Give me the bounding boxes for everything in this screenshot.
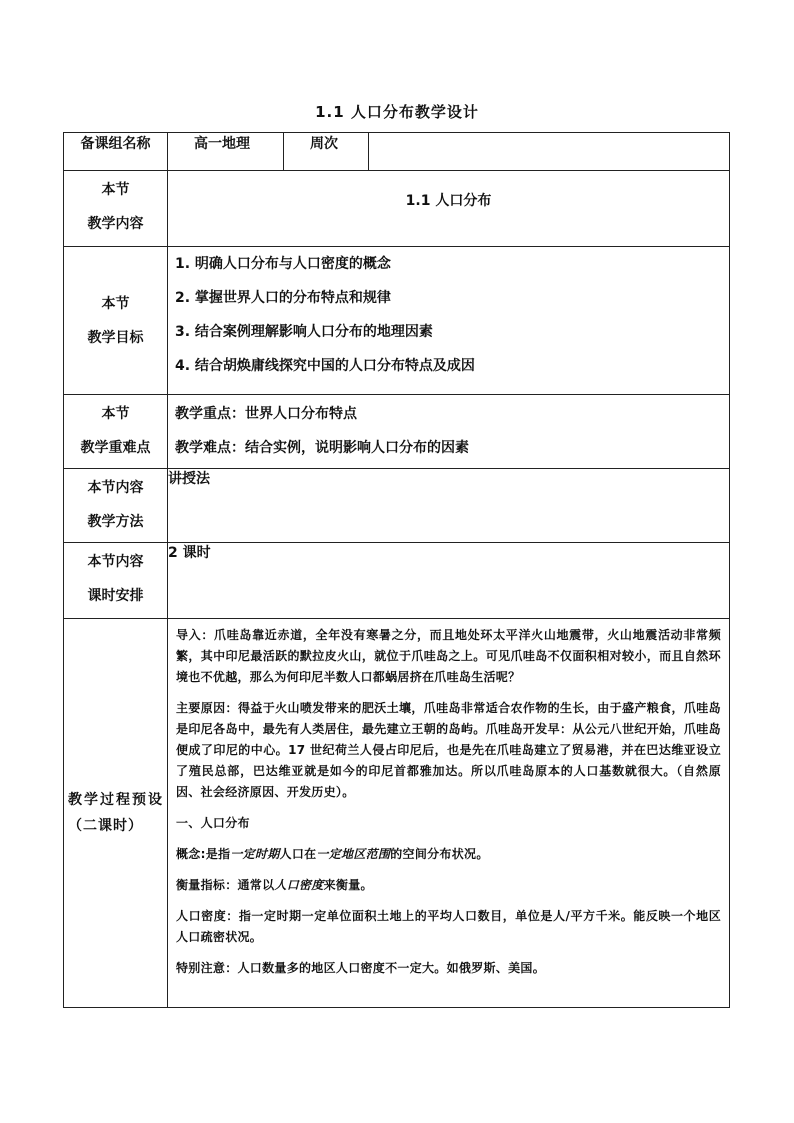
goal-item: 4. 结合胡焕庸线探究中国的人口分布特点及成因 xyxy=(175,358,475,374)
concept-mid: 人口在 xyxy=(279,847,317,861)
week-value xyxy=(369,133,730,171)
content-row xyxy=(64,171,730,247)
schedule-value: 2 课时 xyxy=(168,543,730,619)
keypoints-label-line2: 教学重难点 xyxy=(80,440,151,456)
keypoints-row xyxy=(64,395,730,469)
measure-prefix: 衡量指标：通常以 xyxy=(176,878,275,892)
week-label: 周次 xyxy=(284,133,369,171)
document-title: 1.1 人口分布教学设计 xyxy=(315,103,479,121)
concept-suffix: 的空间分布状况。 xyxy=(390,847,489,861)
process-reason: 主要原因：得益于火山喷发带来的肥沃土壤，爪哇岛非常适合农作物的生长，由于盛产粮食，爪哇岛是印尼各岛中，最先有人类居住，最先建立王朝的岛屿。爪哇岛开发早：从公元八世纪开始，爪哇岛便成了印尼的中心。17 世纪荷兰人侵占印尼后，也是先在爪哇岛建立了贸易港，并在巴达维亚设立了殖民总部，巴达维亚就是如今的印尼首都雅加达。所以爪哇岛原本的人口基数就很大。（自然原因、社会经济原因、开发历史）。 xyxy=(176,701,721,799)
schedule-label-line2: 课时安排 xyxy=(87,588,144,604)
process-row xyxy=(64,619,730,1008)
content-label xyxy=(64,171,168,247)
measure-paragraph xyxy=(176,875,721,896)
content-value: 1.1 人口分布 xyxy=(168,171,730,247)
content-label-line2: 教学内容 xyxy=(87,216,144,232)
schedule-label xyxy=(64,543,168,619)
concept-emphasis-area: 一定地区范围 xyxy=(316,847,391,861)
note-paragraph: 特别注意：人口数量多的地区人口密度不一定大。如俄罗斯、美国。 xyxy=(176,961,546,975)
goal-item: 2. 掌握世界人口的分布特点和规律 xyxy=(175,290,391,306)
goals-label-line2: 教学目标 xyxy=(87,329,144,346)
measure-suffix: 来衡量。 xyxy=(323,878,373,892)
schedule-row xyxy=(64,543,730,619)
process-label: 教学过程预设（二课时） xyxy=(64,619,168,1008)
goals-list xyxy=(168,247,730,395)
concept-paragraph xyxy=(176,844,721,865)
process-content xyxy=(168,619,730,1008)
goal-item: 3. 结合案例理解影响人口分布的地理因素 xyxy=(175,324,433,340)
keypoints-content xyxy=(168,395,730,469)
key-point: 教学重点：世界人口分布特点 xyxy=(175,406,357,422)
method-label-line1: 本节内容 xyxy=(87,480,144,496)
group-label: 备课组名称 xyxy=(64,133,168,171)
goals-label-line1: 本节 xyxy=(101,295,130,312)
method-row xyxy=(64,469,730,543)
measure-emphasis: 人口密度 xyxy=(274,878,324,892)
lesson-plan-table xyxy=(63,132,730,1008)
density-paragraph: 人口密度：指一定时期一定单位面积土地上的平均人口数目，单位是人/平方千米。能反映一个地区人口疏密状况。 xyxy=(176,909,721,944)
content-label-line1: 本节 xyxy=(101,182,130,198)
goals-label xyxy=(64,247,168,395)
group-value: 高一地理 xyxy=(168,133,284,171)
concept-emphasis-time: 一定时期 xyxy=(230,847,280,861)
goals-row xyxy=(64,247,730,395)
keypoints-label-line1: 本节 xyxy=(101,406,130,422)
section-heading: 一、人口分布 xyxy=(176,816,250,830)
difficult-point: 教学难点：结合实例，说明影响人口分布的因素 xyxy=(175,440,469,456)
concept-prefix: 概念:是指 xyxy=(176,847,231,861)
process-intro: 导入：爪哇岛靠近赤道，全年没有寒暑之分，而且地处环太平洋火山地震带，火山地震活动非常频繁，其中印尼最活跃的默拉皮火山，就位于爪哇岛之上。可见爪哇岛不仅面积相对较小，而且自然环境也不优越，那么为何印尼半数人口都蜗居挤在爪哇岛生活呢？ xyxy=(176,628,721,684)
goal-item: 1. 明确人口分布与人口密度的概念 xyxy=(175,256,391,272)
schedule-label-line1: 本节内容 xyxy=(87,554,144,570)
method-label xyxy=(64,469,168,543)
header-row xyxy=(64,133,730,171)
keypoints-label xyxy=(64,395,168,469)
method-value: 讲授法 xyxy=(168,469,730,543)
method-label-line2: 教学方法 xyxy=(87,514,144,530)
